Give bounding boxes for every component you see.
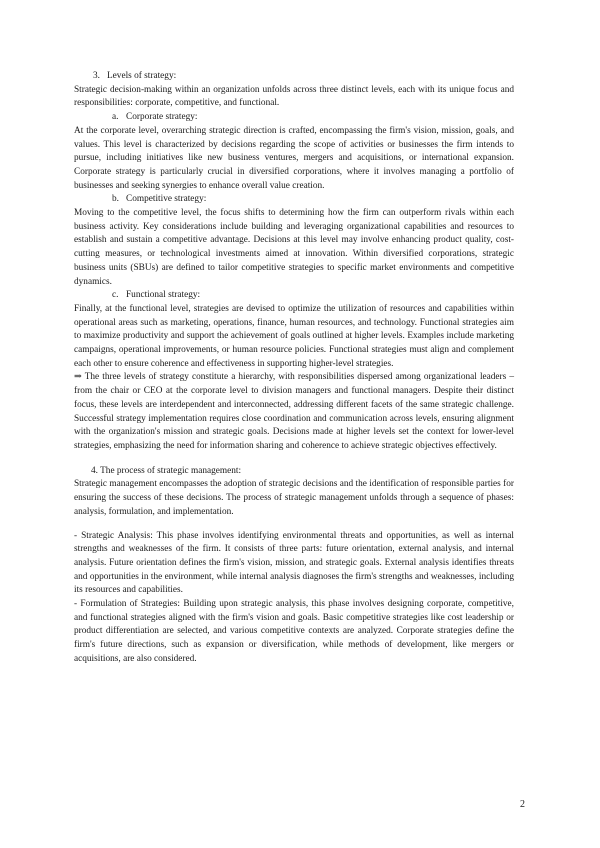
- spacer: [74, 520, 514, 530]
- subsection-a-number: a.: [112, 112, 119, 123]
- section-3-summary: ⇒ The three levels of strategy constitute a hierarchy, with responsibilities dispersed among organizational leaders – from the chair or CEO at the corporate level to division managers and functional managers. Despite their distinct focus, these levels are interdependent and interconnected, addressing different facets of the same strategic challenge. Successful strategy implementation requires close coordination and communication across levels, ensuring alignment with the organization's mission and strategic goals. Decisions made at higher levels set the context for lower-level strategies, emphasizing the need for information sharing and coherence to achieve strategic objectives effectively.: [74, 372, 514, 451]
- subsection-c-heading: [74, 289, 514, 303]
- subsection-c-number: c.: [112, 290, 119, 301]
- page-body: [74, 70, 514, 667]
- subsection-b-heading: [74, 193, 514, 207]
- section-4-heading: 4. The process of strategic management:: [91, 465, 242, 476]
- subsection-a-title: Corporate strategy:: [126, 112, 198, 123]
- subsection-b-text: Moving to the competitive level, the focus shifts to determining how the firm can outperform rivals within each business activity. Key considerations include building and leveraging organizational capabilities and resources to establish and sustain a competitive advantage. Decisions at this level may involve enhancing product quality, cost-cutting measures, or technological investments aimed at innovation. Within diversified corporations, strategic business units (SBUs) are defined to tailor competitive strategies to specific market environments and competitive dynamics.: [74, 208, 514, 287]
- formulation-paragraph: - Formulation of Strategies: Building upon strategic analysis, this phase involves designing corporate, competitive, and functional strategies aligned with the firm's vision and goals. Basic competitive strategies like cost leadership or product differentiation are selected, and various competitive contexts are analyzed. Corporate strategies define the firm's future directions, such as expansion or diversification, while methods of development, like mergers or acquisitions, are also considered.: [74, 599, 514, 664]
- subsection-c-text: Finally, at the functional level, strategies are devised to optimize the utilization of resources and capabilities within operational areas such as marketing, operations, finance, human resources, and technology. Functional strategies aim to maximize productivity and support the achievement of goals outlined at higher levels. Examples include marketing campaigns, operational improvements, or human resource policies. Functional strategies must align and complement each other to ensure coherence and effectiveness in supporting higher-level strategies.: [74, 303, 514, 369]
- subsection-b-number: b.: [112, 194, 119, 205]
- section-3-intro: Strategic decision-making within an organization unfolds across three distinct levels, each with its unique focus and responsibilities: corporate, competitive, and functional.: [74, 84, 514, 109]
- subsection-b-title: Competitive strategy:: [126, 194, 207, 205]
- subsection-c-title: Functional strategy:: [126, 290, 201, 301]
- section-3-number: 3.: [93, 71, 100, 81]
- section-3-heading: [74, 70, 514, 84]
- section-3-title: Levels of strategy:: [107, 71, 177, 81]
- section-4-intro: Strategic management encompasses the adoption of strategic decisions and the identification of responsible parties for ensuring the success of these decisions. The process of strategic management unfolds through a sequence of phases: analysis, formulation, and implementation.: [74, 479, 514, 517]
- strategic-analysis-paragraph: - Strategic Analysis: This phase involves identifying environmental threats and opportunities, as well as internal strengths and weaknesses of the firm. It consists of three parts: future orientation, external analysis, and internal analysis. Future orientation defines the firm's vision, mission, and strategic goals. External analysis identifies threats and opportunities in the environment, while internal analysis diagnoses the firm's strengths and weaknesses, including its resources and capabilities.: [74, 530, 514, 596]
- spacer: [74, 454, 514, 465]
- page-number: 2: [520, 799, 525, 810]
- subsection-a-heading: [74, 111, 514, 125]
- subsection-a-text: At the corporate level, overarching strategic direction is crafted, encompassing the firm's vision, mission, goals, and values. This level is characterized by decisions regarding the scope of activities or businesses the firm intends to pursue, including initiatives like new business ventures, mergers and acquisitions, or international expansion. Corporate strategy is particularly crucial in diversified corporations, where it involves managing a portfolio of businesses and seeking synergies to enhance overall value creation.: [74, 125, 514, 191]
